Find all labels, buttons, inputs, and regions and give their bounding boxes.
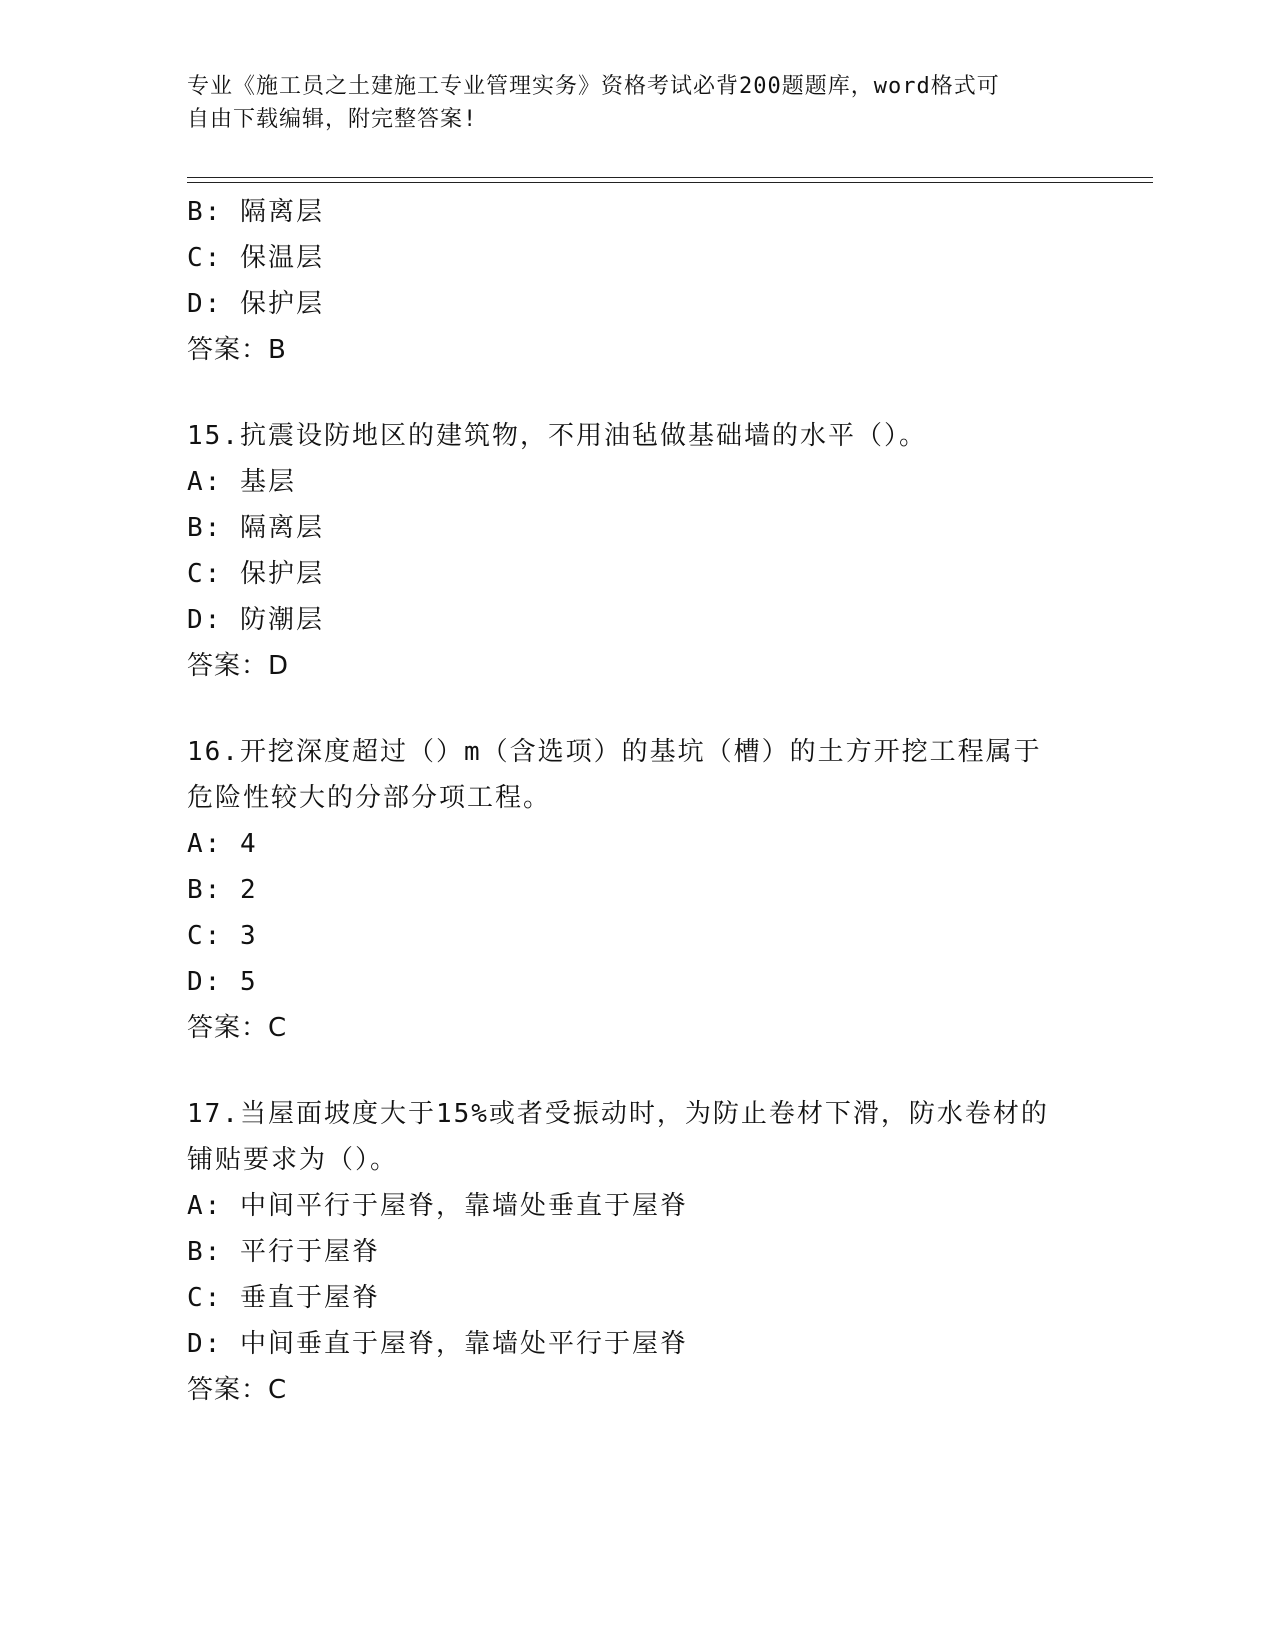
document-header xyxy=(187,70,1067,136)
answer: 答案：B xyxy=(187,335,287,365)
option-b: B: 2 xyxy=(187,875,258,905)
option-c: C: 垂直于屋脊 xyxy=(187,1283,380,1313)
option-c: C: 3 xyxy=(187,921,258,951)
answer: 答案：C xyxy=(187,1375,288,1405)
question-text: 15.抗震设防地区的建筑物，不用油毡做基础墙的水平（）。 xyxy=(187,421,927,451)
option-d: D: 5 xyxy=(187,967,258,997)
question-text-line-1: 17.当屋面坡度大于15%或者受振动时，为防止卷材下滑，防水卷材的 xyxy=(187,1099,1049,1129)
option-b: B: 平行于屋脊 xyxy=(187,1237,380,1267)
question-text-line-2: 铺贴要求为（）。 xyxy=(187,1145,399,1175)
option-b: B: 隔离层 xyxy=(187,513,324,543)
question-16 xyxy=(187,729,1087,1051)
option-b: B: 隔离层 xyxy=(187,197,324,227)
answer: 答案：C xyxy=(187,1013,288,1043)
question-text-line-2: 危险性较大的分部分项工程。 xyxy=(187,783,552,813)
option-d: D: 中间垂直于屋脊，靠墙处平行于屋脊 xyxy=(187,1329,688,1359)
option-d: D: 保护层 xyxy=(187,289,324,319)
option-a: A: 基层 xyxy=(187,467,296,497)
option-c: C: 保温层 xyxy=(187,243,324,273)
question-14-continued xyxy=(187,189,1087,373)
option-a: A: 4 xyxy=(187,829,258,859)
document-body xyxy=(187,189,1087,1413)
question-15 xyxy=(187,413,1087,689)
question-17 xyxy=(187,1091,1087,1413)
header-title-line-2: 自由下载编辑，附完整答案! xyxy=(187,107,478,132)
option-c: C: 保护层 xyxy=(187,559,324,589)
header-divider-bottom xyxy=(187,182,1153,183)
header-title-line-1: 专业《施工员之土建施工专业管理实务》资格考试必背200题题库，word格式可 xyxy=(187,74,1000,99)
option-a: A: 中间平行于屋脊，靠墙处垂直于屋脊 xyxy=(187,1191,688,1221)
question-text-line-1: 16.开挖深度超过（）m（含选项）的基坑（槽）的土方开挖工程属于 xyxy=(187,737,1042,767)
option-d: D: 防潮层 xyxy=(187,605,324,635)
header-divider-top xyxy=(187,177,1153,178)
answer: 答案：D xyxy=(187,651,290,681)
